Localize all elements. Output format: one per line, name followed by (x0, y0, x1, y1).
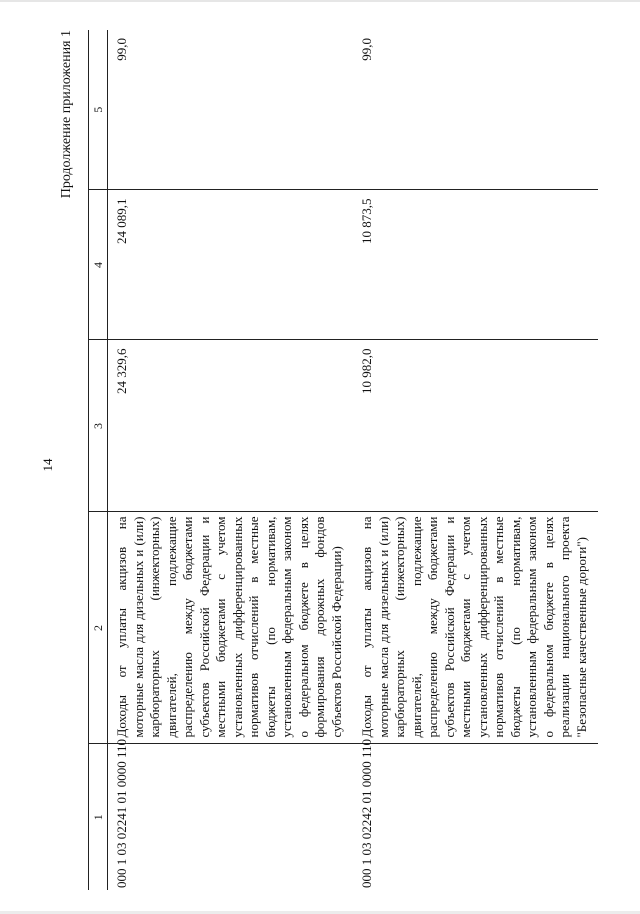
column-header: 3 (89, 340, 108, 512)
budget-code: 000 1 03 02241 01 0000 110 (108, 744, 354, 890)
table-row (108, 30, 354, 890)
appendix-caption: Продолжение приложения 1 (59, 30, 74, 199)
value-col3: 24 329,6 (108, 340, 354, 512)
page-edge (0, 0, 640, 2)
revenue-table (88, 30, 598, 890)
value-col5: 99,0 (108, 30, 354, 190)
table-row (353, 30, 598, 890)
rotated-page-content (40, 30, 600, 890)
budget-code: 000 1 03 02242 01 0000 110 (353, 744, 598, 890)
column-header: 5 (89, 30, 108, 190)
column-header: 1 (89, 744, 108, 890)
column-header: 2 (89, 512, 108, 744)
column-header: 4 (89, 190, 108, 340)
value-col3: 10 982,0 (353, 340, 598, 512)
value-col4: 24 089,1 (108, 190, 354, 340)
revenue-description: Доходы от уплаты акцизов на моторные масла для дизельных и (или) карбюраторных (инжекторных) двигателей, подлежащие распределению между бюджетами субъектов Российской Федерации и местными бюджетами с учетом установленных дифференцированных нормативов отчислений в местные бюджеты (по нормативам, установленным федеральным законом о федеральном бюджете в целях реализации национального проекта "Безопасные качественные дороги") (353, 512, 598, 744)
table-header-row (89, 30, 108, 890)
revenue-description: Доходы от уплаты акцизов на моторные масла для дизельных и (или) карбюраторных (инжекторных) двигателей, подлежащие распределению между бюджетами субъектов Российской Федерации и местными бюджетами с учетом установленных дифференцированных нормативов отчислений в местные бюджеты (по нормативам, установленным федеральным законом о федеральном бюджете в целях формирования дорожных фондов субъектов Российской Федерации) (108, 512, 354, 744)
page-number: 14 (40, 458, 55, 472)
value-col5: 99,0 (353, 30, 598, 190)
value-col4: 10 873,5 (353, 190, 598, 340)
